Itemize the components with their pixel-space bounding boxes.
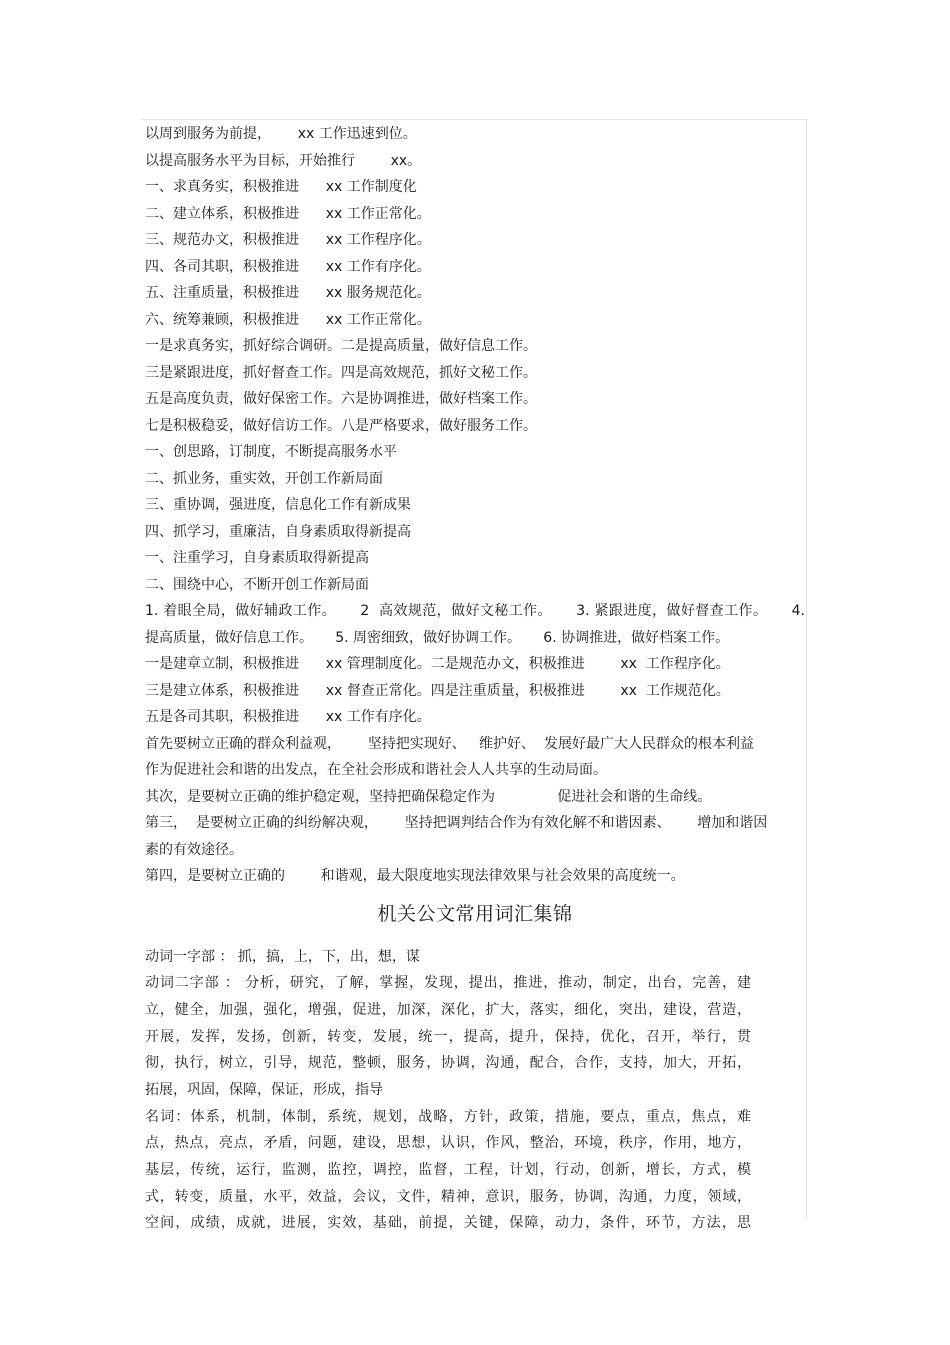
- harmony-section: [145, 625, 805, 890]
- text-line: 五是各司其职，积极推进 xx 工作有序化。: [145, 709, 431, 725]
- text-line: 五是高度负责，做好保密工作。六是协调推进，做好档案工作。: [145, 391, 537, 407]
- text-line: 二、建立体系，积极推进 xx 工作正常化。: [145, 205, 431, 222]
- text-line: 作为促进社会和谐的出发点，在全社会形成和谐社会人人共享的生动局面。: [145, 762, 607, 778]
- text-line: 其次，是要树立正确的维护稳定观，坚持把确保稳定作为 促进社会和谐的生命线。: [145, 788, 712, 805]
- vocabulary-line: 名词：体系，机制，体制，系统，规划，战略，方针，政策，措施，要点，重点，焦点，难: [145, 1108, 751, 1125]
- vocabulary-line: 式，转变，质量，水平，效益，会议，文件，精神，意识，服务，协调，沟通，力度，领域，: [145, 1188, 751, 1205]
- text-line: 素的有效途径。: [145, 841, 243, 858]
- vocabulary-line: 彻，执行，树立，引导，规范，整顿，服务，协调，沟通，配合，合作，支持，加大，开拓，: [145, 1055, 751, 1072]
- text-line: 三、重协调，强进度，信息化工作有新成果: [145, 497, 411, 513]
- text-line: 以提高服务水平为目标，开始推行 xx。: [145, 152, 422, 169]
- text-line: 四、抓学习，重廉洁，自身素质取得新提高: [145, 523, 411, 540]
- vocabulary-line: 拓展，巩固，保障，保证，形成，指导: [145, 1081, 383, 1098]
- text-line: 四、各司其职，积极推进 xx 工作有序化。: [145, 258, 431, 275]
- text-line: 六、统筹兼顾，积极推进 xx 工作正常化。: [145, 311, 431, 328]
- text-line: 二、抓业务，重实效，开创工作新局面: [145, 470, 383, 487]
- vocabulary-line: 点，热点，亮点，矛盾，问题，建设，思想，认识，作风，整治，环境，秩序，作用，地方，: [145, 1135, 751, 1152]
- document-heading: 机关公文常用词汇集锦: [377, 902, 573, 925]
- vocabulary-line: 基层，传统，运行，监测，监控，调控，监督，工程，计划，行动，创新，增长，方式，模: [145, 1162, 751, 1178]
- text-line: 以周到服务为前提， xx 工作迅速到位。: [145, 126, 417, 142]
- vocabulary-line: 动词一字部 ： 抓，搞，上，下，出，想，谋: [145, 948, 420, 965]
- text-line: 三是紧跟进度，抓好督查工作。四是高效规范，抓好文秘工作。: [145, 364, 537, 381]
- work-phrases-section: [145, 121, 805, 598]
- text-line: 第四，是要树立正确的 和谐观，最大限度地实现法律效果与社会效果的高度统一。: [145, 868, 685, 884]
- vocabulary-line: 动词二字部 ： 分析，研究，了解，掌握，发现，提出，推进，推动，制定，出台，完善，建: [145, 975, 751, 992]
- text-line: 一是求真务实，抓好综合调研。二是提高质量，做好信息工作。: [145, 338, 537, 354]
- text-line: 三、规范办文，积极推进 xx 工作程序化。: [145, 232, 431, 248]
- text-line: 五、注重质量，积极推进 xx 服务规范化。: [145, 285, 431, 301]
- text-line: 一是建章立制，积极推进 xx 管理制度化。二是规范办文，积极推进 xx 工作程序化。: [145, 656, 730, 672]
- text-line: 一、求真务实，积极推进 xx 工作制度化: [145, 179, 417, 195]
- vocabulary-line: 开展，发挥，发扬，创新，转变，发展，统一，提高，提升，保持，优化，召开，举行，贯: [145, 1028, 751, 1045]
- text-line: 第三， 是要树立正确的纠纷解决观， 坚持把调判结合作为有效化解不和谐因素、 增加和谐因: [145, 815, 768, 831]
- vocabulary-line: 立，健全，加强，强化，增强，促进，加深，深化，扩大，落实，细化，突出，建设，营造，: [145, 1001, 751, 1018]
- text-line: 提高质量，做好信息工作。 5. 周密细致，做好协调工作。 6. 协调推进，做好档案工作。: [145, 629, 730, 646]
- text-line: 二、围绕中心，不断开创工作新局面: [145, 576, 369, 593]
- document-body: [145, 121, 805, 1237]
- text-line: 三是建立体系，积极推进 xx 督查正常化。四是注重质量，积极推进 xx 工作规范化。: [145, 682, 730, 699]
- vocabulary-line: 空间，成绩，成就，进展，实效，基础，前提，关键，保障，动力，条件，环节，方法，思: [145, 1215, 751, 1232]
- text-line: 首先要树立正确的群众利益观， 坚持把实现好、 维护好、 发展好最广大人民群众的根本利益: [145, 735, 754, 752]
- text-line: 一、注重学习，自身素质取得新提高: [145, 550, 369, 566]
- text-line: 七是积极稳妥，做好信访工作。八是严格要求，做好服务工作。: [145, 417, 537, 434]
- text-line: 1. 着眼全局，做好辅政工作。 2 高效规范，做好文秘工作。 3. 紧跟进度，做好督查工作。 4.: [145, 603, 805, 619]
- vocabulary-section: [145, 944, 751, 1238]
- text-line: 一、创思路，订制度，不断提高服务水平: [145, 444, 397, 460]
